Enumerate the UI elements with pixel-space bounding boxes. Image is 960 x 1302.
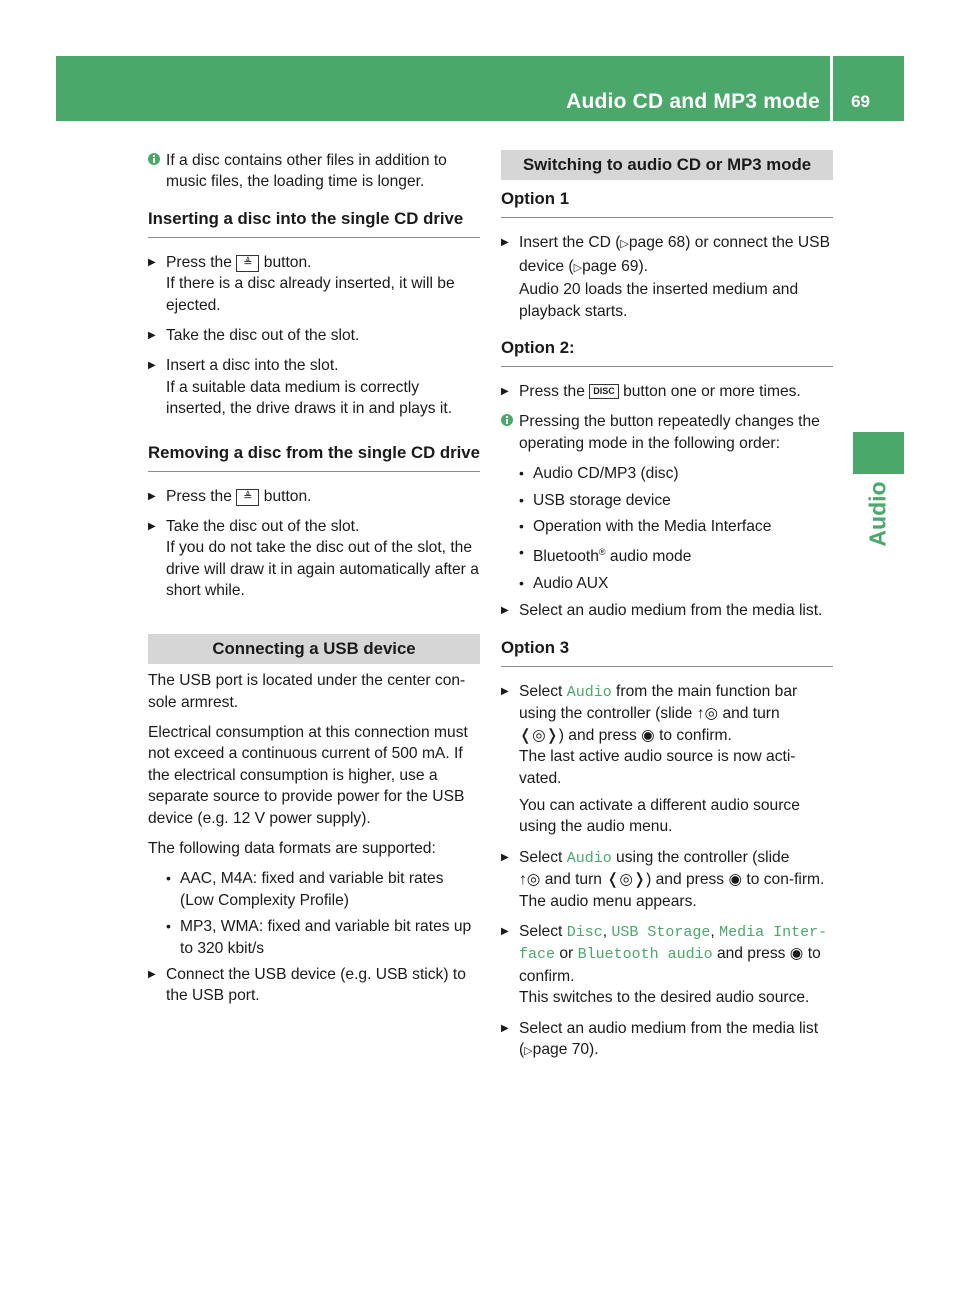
step: ▶ Select Audio using the controller (slide ↑◎ and turn ❬◎❭) and press ◉ to con-firm. The audio menu appears. xyxy=(501,847,833,912)
left-column xyxy=(148,150,480,1016)
turn-icon: ❬◎❭ xyxy=(606,871,647,889)
section-title: Audio CD and MP3 mode xyxy=(566,90,820,113)
disc-button-icon: DISC xyxy=(589,384,619,399)
step: ▶ Select Disc, USB Storage, Media Inter-face or Bluetooth audio and press ◉ to confirm. This switches to the desired audio source. xyxy=(501,921,833,1009)
list-item: • AAC, M4A: fixed and variable bit rates (Low Complexity Profile) xyxy=(166,868,480,911)
step: ▶ Select an audio medium from the media list (▷page 70). xyxy=(501,1018,833,1063)
section-box-usb: Connecting a USB device xyxy=(148,634,480,664)
eject-icon: ≜ xyxy=(236,489,259,506)
info-note: If a disc contains other files in addition to music files, the loading time is longer. xyxy=(148,150,480,193)
eject-icon: ≜ xyxy=(236,255,259,272)
chapter-tab xyxy=(853,432,904,474)
list-item: • Operation with the Media Interface xyxy=(519,516,833,537)
list-item: • Bluetooth® audio mode xyxy=(519,542,833,568)
press-icon: ◉ xyxy=(641,726,655,744)
step: ▶ Select an audio medium from the media list. xyxy=(501,600,833,621)
step: ▶ Press the ≜ button. If there is a disc already inserted, it will be ejected. xyxy=(148,252,480,316)
step: ▶ Press the DISC button one or more times. xyxy=(501,381,833,402)
step: ▶ Connect the USB device (e.g. USB stick) to the USB port. xyxy=(148,964,480,1007)
list-item: • USB storage device xyxy=(519,490,833,511)
info-note: Pressing the button repeatedly changes the operating mode in the following order: xyxy=(501,411,833,454)
chapter-label: Audio xyxy=(864,481,891,547)
step: ▶ Insert a disc into the slot. If a suitable data medium is correctly inserted, the drive draws it in and plays it. xyxy=(148,355,480,419)
list-item: • Audio CD/MP3 (disc) xyxy=(519,463,833,484)
paragraph: The USB port is located under the center con-sole armrest. xyxy=(148,672,466,711)
list-item: • Audio AUX xyxy=(519,573,833,594)
header-divider xyxy=(830,56,833,121)
page-header xyxy=(56,56,904,121)
paragraph: Electrical consumption at this connection must not exceed a continuous current of 500 mA. If the electrical consumption is higher, use a separate source to provide power for the USB device (e.g. 12 V power supply). xyxy=(148,723,468,827)
info-icon xyxy=(148,152,160,166)
step: ▶ Insert the CD (▷page 68) or connect the USB device (▷page 69). Audio 20 loads the inserted medium and playback starts. xyxy=(501,232,833,322)
heading-option-3: Option 3 xyxy=(501,637,833,667)
step: ▶ Select Audio from the main function bar using the controller (slide ↑◎ and turn ❬◎❭) and press ◉ to confirm. The last active audio source is now acti-vated. You can activate a different audio source using the audio menu. xyxy=(501,681,833,838)
turn-icon: ❬◎❭ xyxy=(519,726,559,744)
step: ▶ Take the disc out of the slot. xyxy=(148,325,480,346)
slide-up-icon: ↑◎ xyxy=(519,871,541,889)
heading-insert-disc: Inserting a disc into the single CD drive xyxy=(148,208,480,238)
heading-option-2: Option 2: xyxy=(501,337,833,367)
press-icon: ◉ xyxy=(728,871,743,889)
press-icon: ◉ xyxy=(789,945,804,963)
list-item: • MP3, WMA: fixed and variable bit rates up to 320 kbit/s xyxy=(166,916,480,959)
right-column xyxy=(501,150,833,1071)
step: ▶ Press the ≜ button. xyxy=(148,486,480,507)
heading-remove-disc: Removing a disc from the single CD drive xyxy=(148,442,480,472)
section-box-switching: Switching to audio CD or MP3 mode xyxy=(501,150,833,180)
heading-option-1: Option 1 xyxy=(501,188,833,218)
step: ▶ Take the disc out of the slot. If you do not take the disc out of the slot, the drive will draw it in again automatically after a short while. xyxy=(148,516,480,602)
paragraph: The following data formats are supported: xyxy=(148,839,436,857)
page-number: 69 xyxy=(851,92,870,111)
info-icon xyxy=(501,413,513,427)
slide-up-icon: ↑◎ xyxy=(696,705,719,723)
